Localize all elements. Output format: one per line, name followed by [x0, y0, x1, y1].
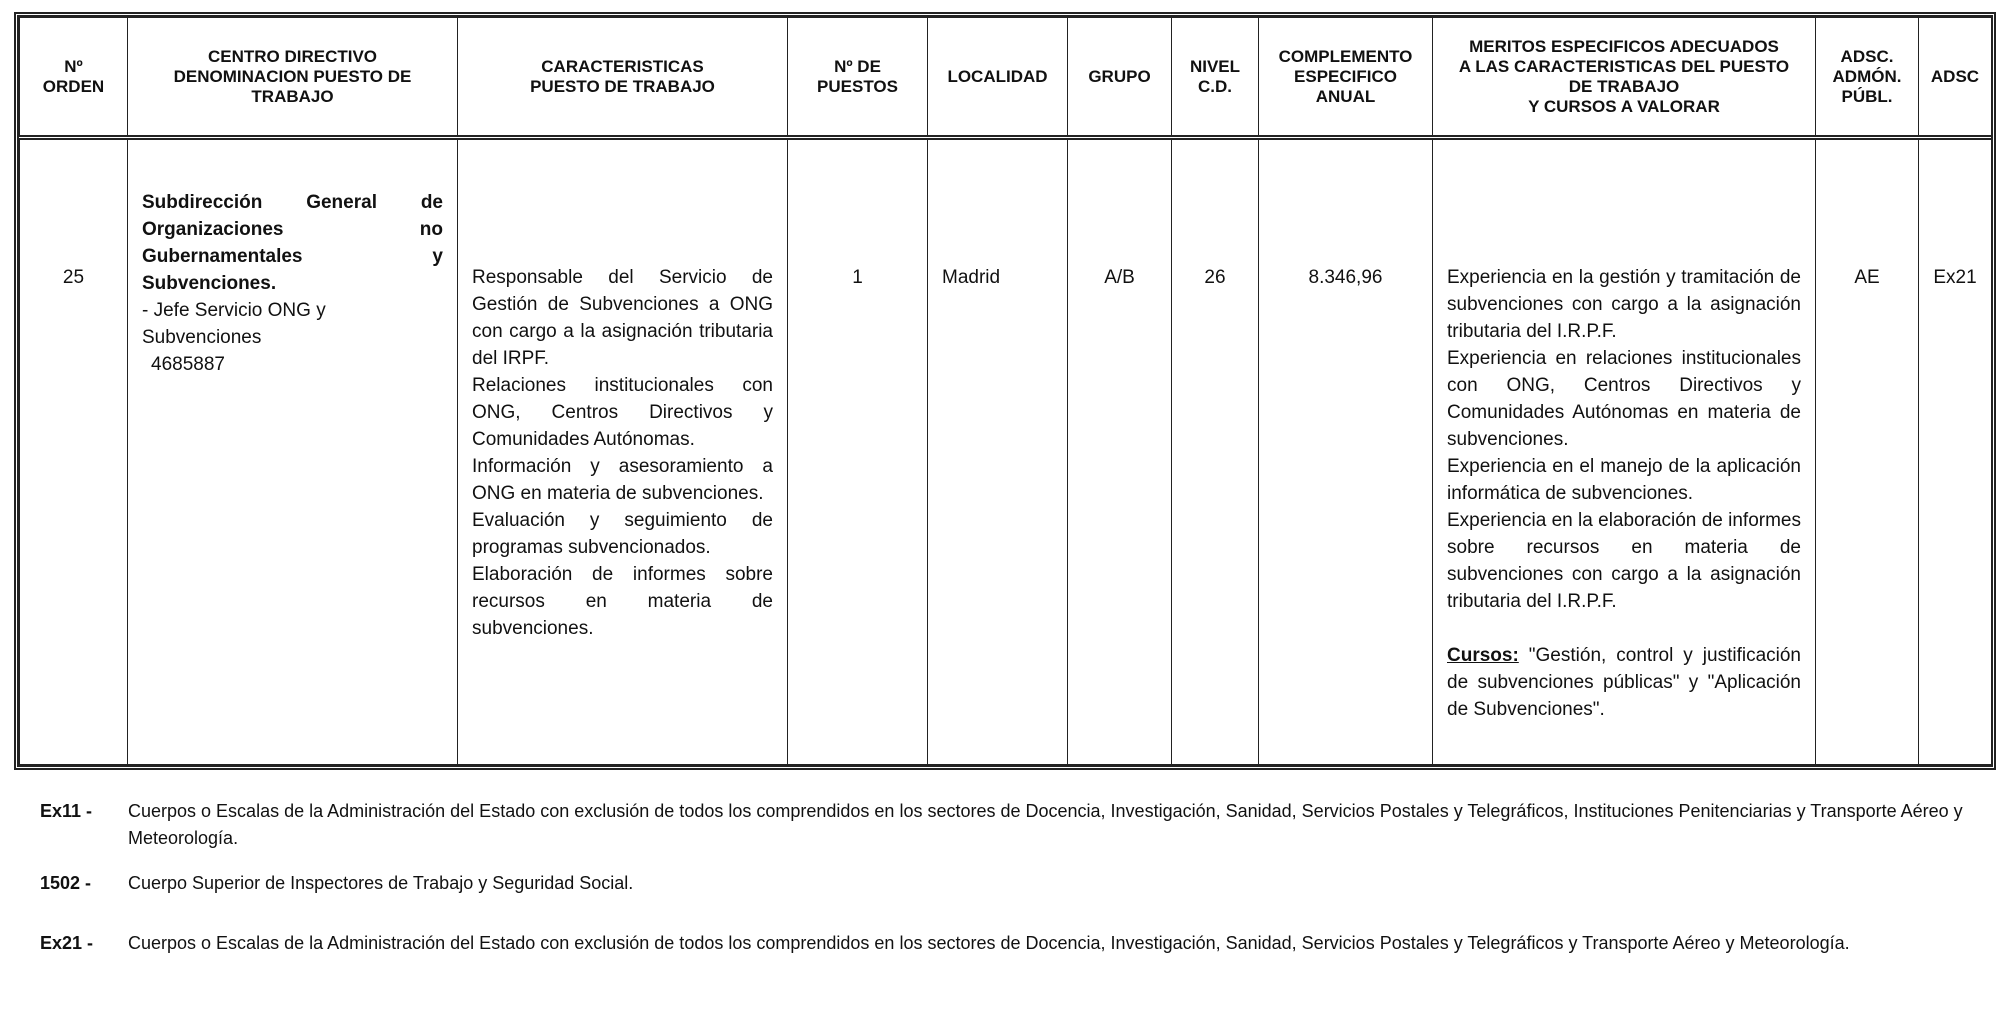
job-table	[19, 17, 1992, 765]
header-centro: CENTRO DIRECTIVO DENOMINACION PUESTO DE TRABAJO	[128, 18, 458, 138]
header-meritos: MERITOS ESPECIFICOS ADECUADOS A LAS CARACTERISTICAS DEL PUESTO DE TRABAJO Y CURSOS A VALORAR	[1433, 18, 1816, 138]
centro-directivo: Subdirección General de Organizaciones no Gubernamentales y Subvenciones.	[142, 192, 443, 294]
cell-centro	[128, 138, 458, 765]
header-row	[20, 18, 1992, 138]
footnote-code: Ex11 -	[40, 801, 93, 821]
cursos-label: Cursos:	[1447, 645, 1519, 666]
cell-grupo: A/B	[1068, 138, 1172, 765]
footnote-1502	[40, 870, 1970, 897]
table-row	[20, 138, 1992, 765]
meritos-text: Experiencia en la gestión y tramitación de subvenciones con cargo a la asignación tributaria del I.R.P.F. Experiencia en relaciones institucionales con ONG, Centros Directivos y Comunidades Autónomas en materia de subvenciones. Experiencia en el manejo de la aplicación informática de subvenciones. Experiencia en la elaboración de informes sobre recursos en materia de subvenciones con cargo a la asignación tributaria del I.R.P.F.	[1447, 267, 1801, 612]
footnote-text: Cuerpos o Escalas de la Administración del Estado con exclusión de todos los comprendidos en los sectores de Docencia, Investigación, Sanidad, Servicios Postales y Telegráficos y Transporte Aéreo y Meteorología.	[128, 933, 1850, 953]
header-complemento: COMPLEMENTO ESPECIFICO ANUAL	[1259, 18, 1433, 138]
footnote-code: 1502 -	[40, 873, 92, 893]
header-grupo: GRUPO	[1068, 18, 1172, 138]
cell-adsc: Ex21	[1919, 138, 1992, 765]
cell-nivel: 26	[1172, 138, 1259, 765]
header-localidad: LOCALIDAD	[928, 18, 1068, 138]
job-table-frame	[14, 12, 1996, 770]
puesto-codigo: 4685887	[151, 354, 225, 375]
cell-localidad: Madrid	[928, 138, 1068, 765]
header-adsc: ADSC	[1919, 18, 1992, 138]
cell-puestos: 1	[788, 138, 928, 765]
footnote-ex11	[40, 798, 1970, 852]
footnote-ex21	[40, 930, 1970, 957]
cursos-block	[1447, 642, 1801, 723]
header-nivel: NIVEL C.D.	[1172, 18, 1259, 138]
header-caracteristicas: CARACTERISTICAS PUESTO DE TRABAJO	[458, 18, 788, 138]
footnotes	[40, 798, 1970, 975]
cell-complemento: 8.346,96	[1259, 138, 1433, 765]
cursos-text: "Gestión, control y justificación de subvenciones públicas" y "Aplicación de Subvenciones".	[1447, 645, 1801, 720]
footnote-text: Cuerpos o Escalas de la Administración del Estado con exclusión de todos los comprendidos en los sectores de Docencia, Investigación, Sanidad, Servicios Postales y Telegráficos, Instituciones Penitenciarias y Transporte Aéreo y Meteorología.	[128, 801, 1963, 848]
footnote-code: Ex21 -	[40, 933, 94, 953]
puesto-denominacion: - Jefe Servicio ONG y Subvenciones	[142, 300, 326, 348]
footnote-text: Cuerpo Superior de Inspectores de Trabajo y Seguridad Social.	[128, 873, 634, 893]
header-adsc-admon: ADSC. ADMÓN. PÚBL.	[1816, 18, 1919, 138]
cell-adsc-admon: AE	[1816, 138, 1919, 765]
cell-caracteristicas: Responsable del Servicio de Gestión de Subvenciones a ONG con cargo a la asignación tributaria del IRPF. Relaciones institucionales con ONG, Centros Directivos y Comunidades Autónomas. Información y asesoramiento a ONG en materia de subvenciones. Evaluación y seguimiento de programas subvencionados. Elaboración de informes sobre recursos en materia de subvenciones.	[458, 138, 788, 765]
header-orden: Nº ORDEN	[20, 18, 128, 138]
cell-meritos	[1433, 138, 1816, 765]
header-puestos: Nº DE PUESTOS	[788, 18, 928, 138]
cell-orden: 25	[20, 138, 128, 765]
